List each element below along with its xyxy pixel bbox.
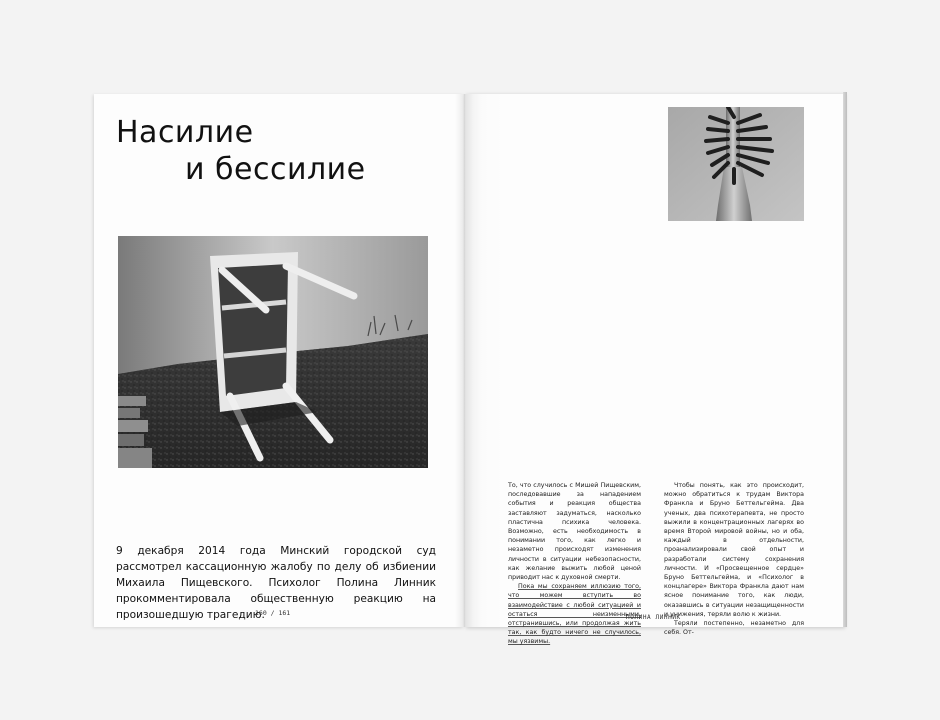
author-name: ПОЛИНА ЛИННИК — [626, 614, 681, 621]
page-edge — [843, 92, 847, 627]
article-title-line-1: Насилие — [116, 115, 254, 150]
article-lead: 9 декабря 2014 года Минский городской суд рассмотрел кассационную жалобу по делу об избиении Михаила Пищевского. Психолог Полина Линник прокомментировала общественную реакцию на произошедшую трагедию. — [116, 545, 436, 621]
column1-paragraph-2: Пока мы сохраняем иллюзию того, что можем вступить во взаимодействие с любой ситуацией и остаться неизменными, отстранившись, или продолжая жить так, как будто ничего не случилось, мы уязвимы. — [508, 583, 641, 646]
column2-paragraph-2: Теряли постепенно, незаметно для себя. От- — [664, 620, 804, 637]
text-column-2 — [664, 481, 804, 637]
article-title-line-2: и бессилие — [185, 152, 366, 187]
column2-paragraph-1: Чтобы понять, как это происходит, можно обратиться к трудам Виктора Франкла и Бруно Беттельгейма. Два ученых, два психотерапевта, не просто выжили в концентрационных лагерях во время Второй мировой войны, но и оба, каждый в отдельности, проанализировали свой опыт и разработали систему сохранения личности. И «Просвещенное сердце» Бруно Беттельгейма, и «Психолог в концлагере» Виктора Франкла дают нам ясное понимание того, как люди, оказавшись в ситуации незащищенности и унижения, теряли волю к жизни. — [664, 482, 804, 618]
brush-photo — [668, 107, 804, 221]
text-column-1 — [508, 481, 641, 647]
page-numbers: 160 / 161 — [255, 609, 291, 617]
book-gutter — [455, 94, 473, 627]
column1-paragraph-1: То, что случилось с Мишей Пищевским, последовавшие за нападением события и реакция общества заставляют задуматься, насколько пластична психика человека. Возможно, есть необходимость в понимании того, как легко и незаметно происходят изменения личности в ситуации небезопасности, как желание выжить любой ценой приводит нас к духовной смерти. — [508, 482, 641, 582]
chair-photo — [118, 236, 428, 468]
